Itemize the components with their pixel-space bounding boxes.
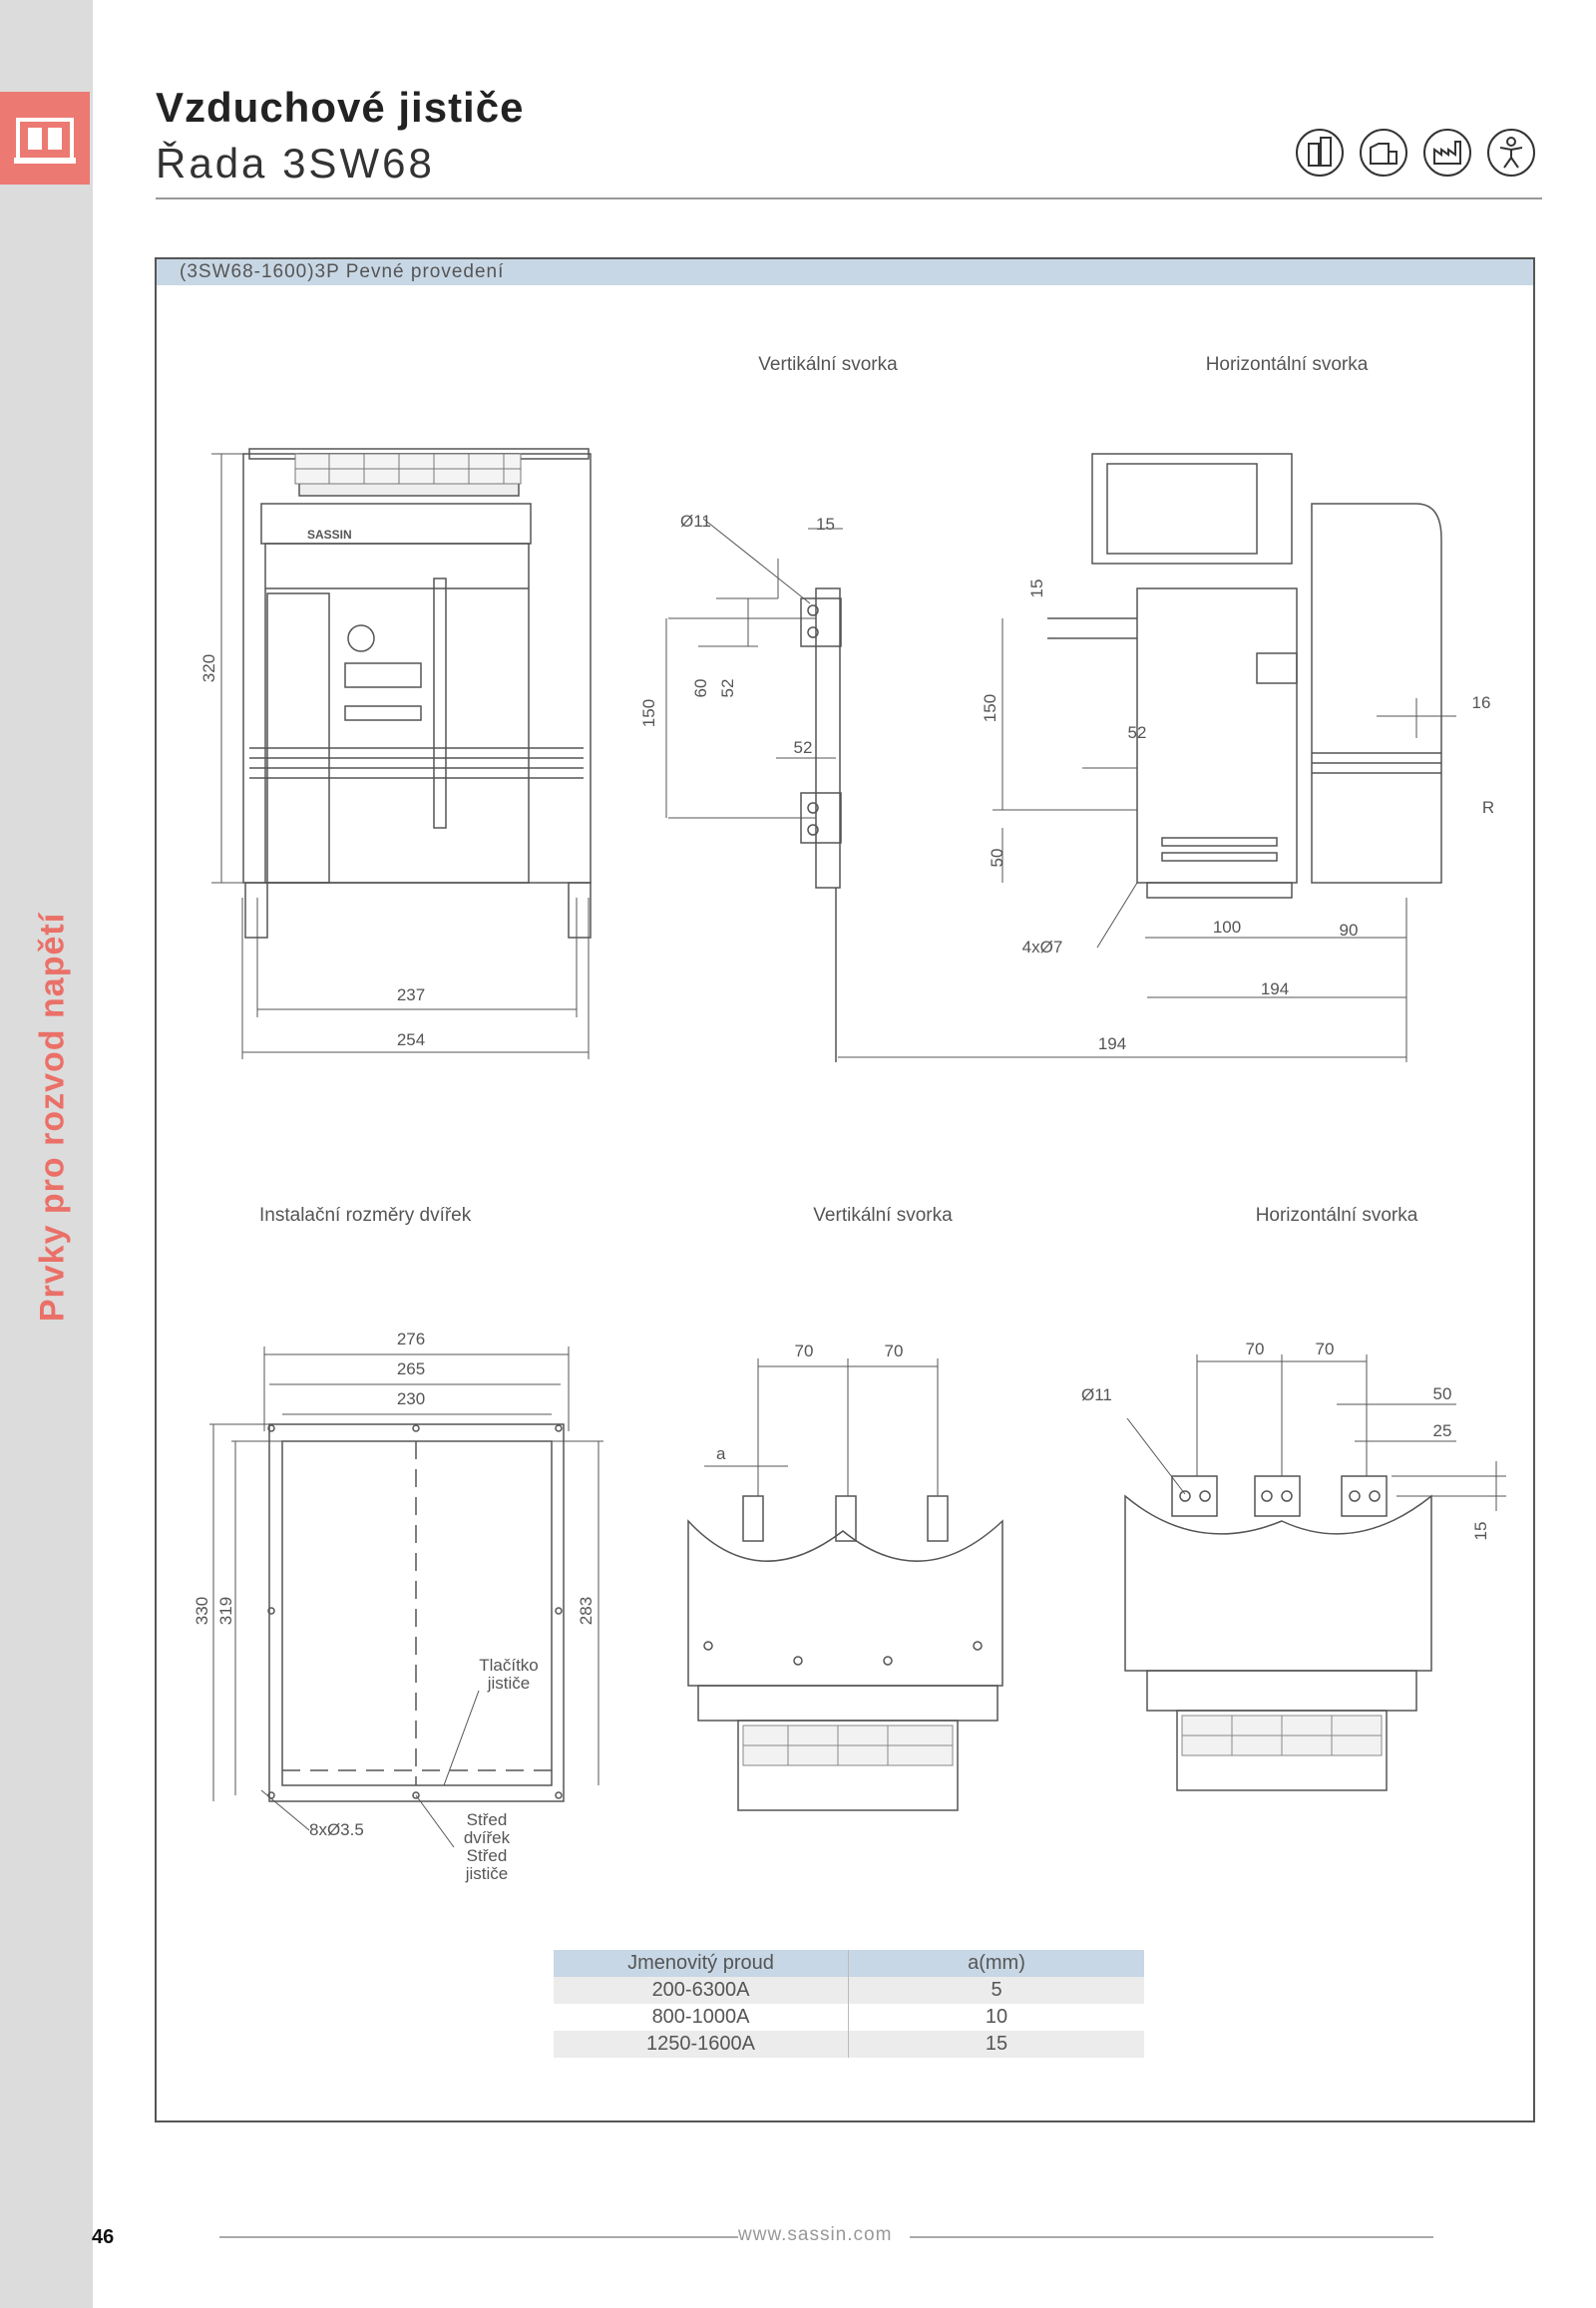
note-door: dvířek [463, 1828, 511, 1847]
dim-237: 237 [396, 985, 426, 1004]
table-cell: 10 [985, 2006, 1008, 2028]
table-header-current: Jmenovitý proud [554, 1950, 849, 1977]
door-cutout-drawing [268, 1424, 564, 1801]
dim-radius: R [1481, 798, 1495, 817]
dim-150-h: 150 [981, 693, 999, 723]
dim-194-b: 194 [1097, 1034, 1127, 1053]
horizontal-terminal-drawing [1047, 454, 1441, 898]
dim-15-b: 15 [1471, 1521, 1490, 1541]
dim-254: 254 [396, 1030, 426, 1049]
dim-50: 50 [1432, 1384, 1452, 1403]
note-center-1: Střed [466, 1810, 508, 1829]
dim-16: 16 [1471, 693, 1491, 712]
brand-logo: SASSIN [307, 528, 352, 542]
dim-70-d: 70 [1315, 1340, 1335, 1358]
horizontal-terminal-dims [838, 618, 1456, 1062]
bottom-label-door: Instalační rozměry dvířek [259, 1205, 472, 1226]
dim-330: 330 [193, 1596, 211, 1626]
dim-150: 150 [639, 698, 658, 728]
dim-4x7: 4xØ7 [1021, 938, 1063, 957]
top-label-horizontal: Horizontální svorka [1205, 354, 1369, 375]
note-holes: 8xØ3.5 [309, 1820, 364, 1839]
horizontal-terminal-blocks [1182, 1716, 1382, 1755]
dim-320: 320 [200, 653, 218, 683]
note-breaker: jističe [487, 1674, 531, 1693]
dim-60: 60 [691, 678, 710, 698]
footer-website[interactable]: www.sassin.com [738, 2224, 893, 2245]
note-button: Tlačítko [479, 1656, 539, 1675]
dim-25: 25 [1432, 1421, 1452, 1440]
section-label: (3SW68-1600)3P Pevné provedení [180, 261, 505, 282]
vertical-terminal-blocks [743, 1726, 953, 1765]
dim-diameter-11-b: Ø11 [1081, 1385, 1112, 1404]
note-center-2: Střed [466, 1846, 508, 1865]
dim-52-h: 52 [1127, 723, 1147, 742]
page-subtitle: Řada 3SW68 [156, 140, 435, 187]
dim-70-b: 70 [884, 1342, 904, 1360]
page-title: Vzduchové jističe [156, 84, 525, 131]
dim-276: 276 [396, 1330, 426, 1348]
dim-100: 100 [1212, 918, 1242, 937]
dim-50-h: 50 [988, 848, 1006, 868]
table-cell: 15 [849, 2031, 1145, 2058]
dim-70-c: 70 [1245, 1340, 1265, 1358]
footer-rule-right [910, 2236, 1433, 2238]
dim-a: a [716, 1444, 726, 1463]
dim-265: 265 [396, 1359, 426, 1378]
table-header-a: a(mm) [849, 1950, 1145, 1977]
footer-rule-left [219, 2236, 738, 2238]
sidebar-label: Prvky pro rozvod napětí [33, 912, 72, 1323]
front-view-drawing [243, 449, 591, 938]
dim-52-horiz: 52 [793, 738, 813, 757]
table-cell: 5 [849, 1977, 1145, 2004]
vertical-terminal-top-dims [704, 1358, 938, 1496]
table-cell: 800-1000A [554, 2004, 849, 2031]
dim-15: 15 [816, 515, 835, 534]
table-row [554, 1977, 1144, 2004]
dim-283: 283 [577, 1596, 596, 1626]
dim-15-h: 15 [1027, 578, 1046, 598]
dim-52-vert: 52 [718, 678, 737, 698]
table-cell: 200-6300A [554, 1977, 849, 2004]
dim-319: 319 [216, 1596, 235, 1626]
page-number: 46 [92, 2226, 115, 2248]
bottom-label-horizontal: Horizontální svorka [1255, 1205, 1418, 1226]
dim-diameter-11: Ø11 [680, 512, 711, 531]
note-breaker-2: jističe [465, 1864, 509, 1883]
dim-194-a: 194 [1260, 979, 1290, 998]
table-row [554, 2004, 1144, 2031]
table-cell: 1250-1600A [554, 2031, 849, 2058]
dim-230: 230 [396, 1389, 426, 1408]
table-row [554, 2031, 1144, 2058]
top-label-vertical: Vertikální svorka [758, 354, 898, 375]
dim-90: 90 [1339, 921, 1359, 940]
current-rating-table [554, 1950, 1144, 2058]
bottom-label-vertical: Vertikální svorka [813, 1205, 953, 1226]
front-view-terminals [295, 454, 521, 484]
dim-70-a: 70 [794, 1342, 814, 1360]
vertical-terminal-drawing [801, 588, 841, 1062]
